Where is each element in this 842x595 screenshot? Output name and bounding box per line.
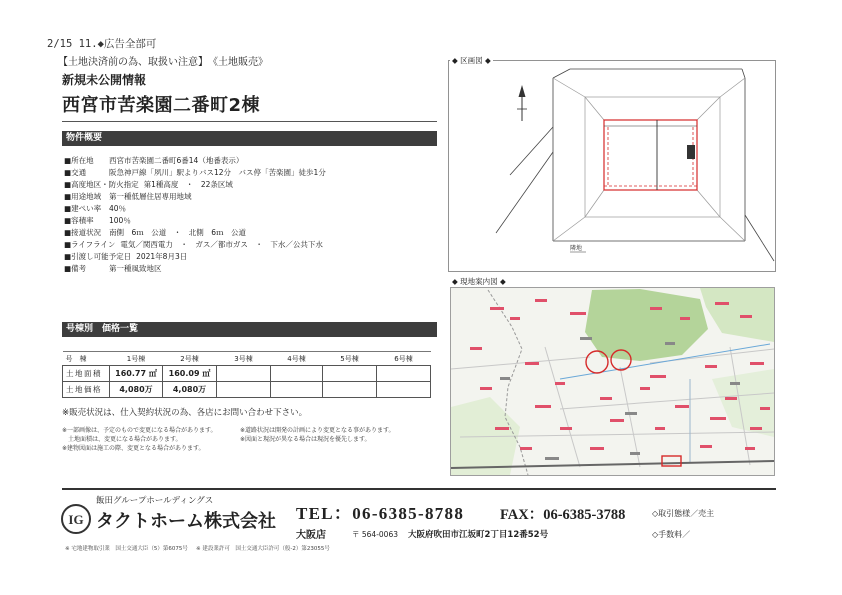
price-table: [62, 351, 431, 398]
map-label-mark: [630, 452, 640, 455]
footer-divider: [62, 488, 776, 490]
company-name: タクトホーム株式会社: [96, 511, 276, 532]
map-label-mark: [740, 315, 752, 318]
map-label-mark: [490, 307, 504, 310]
table-cell: [271, 366, 323, 382]
map-label-mark: [535, 405, 551, 408]
table-cell: [271, 382, 323, 398]
table-header-cell: 6号棟: [377, 352, 431, 366]
table-cell: [377, 382, 431, 398]
company-logo: [60, 503, 92, 535]
overview-value: 第一種風致地区: [109, 264, 162, 273]
overview-label: ■高度地区・防火指定: [64, 180, 139, 189]
map-label-mark: [510, 317, 520, 320]
lots: [604, 120, 697, 190]
map-label-mark: [555, 382, 565, 385]
table-row: [63, 366, 431, 382]
table-header-cell: 4号棟: [271, 352, 323, 366]
map-label-mark: [705, 365, 717, 368]
table-cell: 4,080万: [110, 382, 163, 398]
postal-code: 〒 564-0063: [352, 530, 398, 539]
table-row-label: 土地価格: [63, 382, 110, 398]
overview-label: ■容積率: [64, 216, 94, 225]
table-cell: [377, 366, 431, 382]
overview-label: ■備考: [64, 264, 87, 273]
overview-value: 南側 6ｍ 公道 ・ 北側 6ｍ 公道: [109, 228, 247, 237]
map-label-mark: [520, 447, 532, 450]
overview-value: 阪急神戸線「夙川」駅よりバス12分 バス停「苦楽園」徒歩1分: [109, 168, 326, 177]
overview-value: 電気／関西電力 ・ ガス／都市ガス ・ 下水／公共下水: [120, 240, 323, 249]
map-label-mark: [610, 419, 624, 422]
overview-item: [64, 167, 326, 179]
fax-stamp: 2/15 11.◆広告全部可: [47, 38, 157, 50]
table-row: [63, 382, 431, 398]
transaction-type: ◇取引態様／売主: [652, 509, 715, 518]
tel-number: TEL：06-6385-8788: [296, 504, 465, 523]
note-line: ※道路状況は開発の計画により変更となる事があります。: [240, 427, 395, 434]
overview-value: 2021年8月3日: [136, 252, 188, 261]
table-header-cell: 5号棟: [323, 352, 377, 366]
map-label-mark: [640, 387, 650, 390]
table-cell: [323, 366, 377, 382]
overview-heading: 物件概要: [62, 131, 437, 146]
page-title: 西宮市苦楽園二番町2棟: [62, 95, 261, 116]
fee-label: ◇手数料／: [652, 530, 691, 539]
overview-item: [64, 215, 326, 227]
map-label-mark: [750, 427, 762, 430]
title-divider: [62, 121, 437, 122]
overview-value: 西宮市苦楽園二番町6番14（地番表示）: [109, 156, 244, 165]
map-label-mark: [480, 387, 492, 390]
map-heading: ◆ 現地案内図 ◆: [452, 277, 506, 286]
map-label-mark: [625, 412, 637, 415]
branch-name: 大阪店: [296, 530, 326, 541]
adjacent-land-label: 隣地: [570, 245, 583, 252]
company-address: 大阪府吹田市江坂町2丁目12番52号: [408, 530, 549, 540]
license-info: ※ 宅地建物取引業 国土交通大臣（5）第6075号: [65, 546, 188, 552]
overview-label: ■ライフライン: [64, 240, 116, 249]
table-cell: 4,080万: [163, 382, 217, 398]
map-label-mark: [580, 337, 592, 340]
notes-left: [62, 426, 217, 453]
table-cell: [217, 366, 271, 382]
table-header-row: [63, 352, 431, 366]
map-label-mark: [590, 447, 604, 450]
map-label-mark: [730, 382, 740, 385]
overview-item: [64, 155, 326, 167]
overview-item: [64, 251, 326, 263]
overview-value: 第1種高度 ・ 22条区域: [143, 180, 233, 189]
map-label-mark: [495, 427, 509, 430]
table-header-cell: 3号棟: [217, 352, 271, 366]
site-outline: [496, 69, 774, 261]
map-label-mark: [665, 342, 675, 345]
overview-item: [64, 203, 326, 215]
map-label-mark: [525, 362, 539, 365]
table-cell: 160.77 ㎡: [110, 366, 163, 382]
overview-item: [64, 179, 326, 191]
north-arrow-icon: [517, 85, 527, 121]
map-label-mark: [570, 312, 586, 315]
plot-plan: [448, 57, 776, 273]
caution-notice: 【土地決済前の為、取扱い注意】 《土地販売》: [58, 57, 268, 68]
license-info: ※ 建設業許可 国土交通大臣許可（般-2）第23055号: [196, 546, 330, 552]
map-label-mark: [650, 375, 666, 378]
table-row-label: 土地面積: [63, 366, 110, 382]
note-line: ※図面と現況が異なる場合は現況を優先します。: [240, 436, 371, 443]
map-label-mark: [470, 347, 482, 350]
map-label-mark: [760, 407, 770, 410]
note-line: 土地面積は、変更になる場合があります。: [62, 436, 182, 443]
note-line: ※建物図面は施工の際、変更となる場合があります。: [62, 445, 205, 452]
logo-lettering: IG: [68, 512, 84, 527]
table-header-cell: 号 棟: [63, 352, 110, 366]
sales-note: ※販売状況は、仕入契約状況の為、各店にお問い合わせ下さい。: [62, 408, 308, 418]
location-map: [450, 287, 775, 476]
table-cell: [217, 382, 271, 398]
notes-right: [240, 426, 395, 444]
note-line: ※一部画像は、予定のもので変更になる場合があります。: [62, 427, 217, 434]
map-label-mark: [500, 377, 510, 380]
lot-boundary: [604, 120, 697, 190]
overview-label: ■用途地域: [64, 192, 102, 201]
map-label-mark: [675, 405, 689, 408]
lot-structure-mark: [687, 145, 695, 159]
plan-heading: ◆ 区画図 ◆: [452, 56, 491, 65]
map-label-mark: [545, 457, 559, 460]
overview-item: [64, 263, 326, 275]
overview-label: ■所在地: [64, 156, 94, 165]
overview-item: [64, 239, 326, 251]
map-label-mark: [600, 397, 612, 400]
price-heading: 号棟別 価格一覧: [62, 322, 437, 337]
overview-value: 100％: [109, 216, 131, 225]
map-label-mark: [710, 417, 726, 420]
overview-label: ■引渡し可能予定日: [64, 252, 132, 261]
map-label-mark: [715, 302, 729, 305]
map-label-mark: [650, 307, 662, 310]
road-lines: [553, 78, 745, 241]
map-label-mark: [700, 445, 712, 448]
overview-label: ■建ぺい率: [64, 204, 102, 213]
overview-item: [64, 191, 326, 203]
map-label-mark: [655, 427, 665, 430]
table-cell: 160.09 ㎡: [163, 366, 217, 382]
table-header-cell: 2号棟: [163, 352, 217, 366]
overview-value: 第一種低層住居専用地域: [109, 192, 192, 201]
map-label-mark: [750, 362, 764, 365]
group-name: 飯田グループホールディングス: [96, 496, 214, 506]
map-label-mark: [560, 427, 572, 430]
map-label-mark: [725, 397, 737, 400]
overview-value: 40％: [109, 204, 127, 213]
fax-number: FAX：06-6385-3788: [500, 507, 626, 523]
map-label-mark: [680, 317, 690, 320]
overview-label: ■接道状況: [64, 228, 102, 237]
map-label-mark: [535, 299, 547, 302]
new-info-label: 新規未公開情報: [62, 73, 147, 87]
table-header-cell: 1号棟: [110, 352, 163, 366]
overview-label: ■交通: [64, 168, 87, 177]
overview-item: [64, 227, 326, 239]
map-label-mark: [745, 447, 755, 450]
overview-list: [64, 155, 326, 275]
table-cell: [323, 382, 377, 398]
